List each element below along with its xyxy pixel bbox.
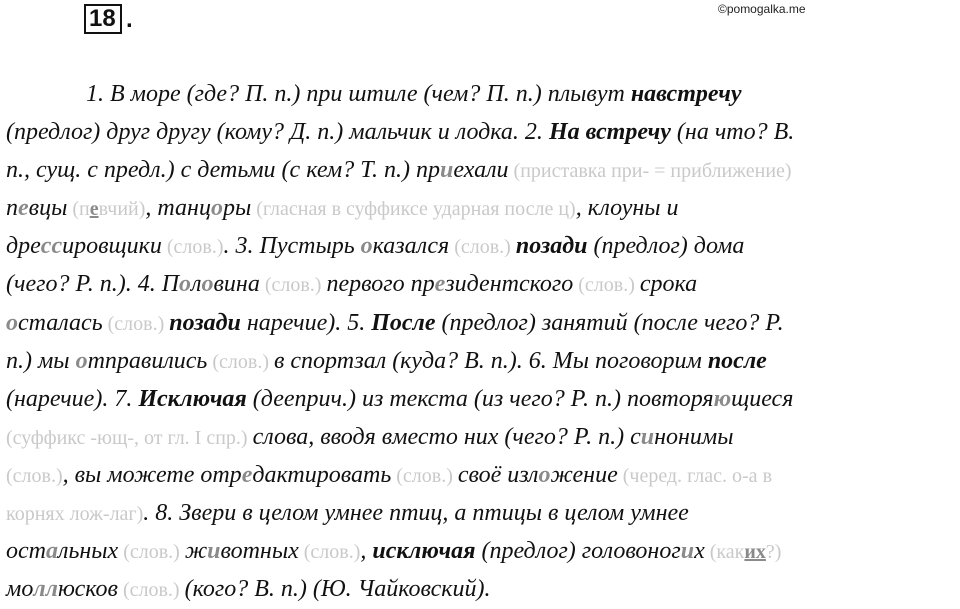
text-line-6: (чего? Р. п.). 4. Половина (слов.) первого президентского (слов.) срока xyxy=(6,271,698,298)
text-line-8: п.) мы отправились (слов.) в спортзал (куда? В. п.). 6. Мы поговорим после xyxy=(6,347,767,374)
exercise-number: 18 xyxy=(89,5,116,32)
watermark: ©pomogalka.me xyxy=(718,2,806,16)
text-line-12: корнях лож-лаг). 8. Звери в целом умнее птиц, а птицы в целом умнее xyxy=(6,500,689,527)
text-line-10: (суффикс -ющ-, от гл. I спр.) слова, вводя вместо них (чего? Р. п.) синонимы xyxy=(6,423,734,450)
text-line-13: остальных (слов.) животных (слов.), исключая (предлог) головоногих (каких?) xyxy=(6,538,782,565)
exercise-number-box xyxy=(84,4,133,34)
text-line-14: моллюсков (слов.) (кого? В. п.) (Ю. Чайковский). xyxy=(6,576,491,603)
word-na-vstrechu: На встречу xyxy=(548,119,671,146)
text-line-7: осталась (слов.) позади наречие). 5. После (предлог) занятий (после чего? Р. xyxy=(6,309,784,336)
note-suffix-c: (гласная в суффиксе ударная после ц) xyxy=(251,198,576,221)
text-line-4: певцы (певчий), танцоры (гласная в суффиксе ударная после ц), клоуны и xyxy=(6,195,679,222)
text-line-1: 1. В море (где? П. п.) при штиле (чем? П. п.) плывут навстречу xyxy=(86,81,742,107)
exercise-number-dot: . xyxy=(126,6,133,33)
text-line-3: п., сущ. с предл.) с детьми (с кем? Т. п.) приехали (приставка при- = приближение) xyxy=(6,157,792,184)
text-line-2: (предлог) друг другу (кому? Д. п.) мальчик и лодка. 2. На встречу (на что? В. xyxy=(6,119,795,146)
text-line-11: (слов.), вы можете отредактировать (слов.) своё изложение (черед. глас. о-а в xyxy=(6,461,773,488)
note-prefix: (приставка при- = приближение) xyxy=(508,160,792,183)
text-line-9: (наречие). 7. Исключая (дееприч.) из текста (из чего? Р. п.) повторяющиеся xyxy=(6,385,794,412)
word-navstrechu: навстречу xyxy=(630,81,742,107)
exercise-text xyxy=(6,75,956,608)
text-line-5: дрессировщики (слов.). 3. Пустырь оказался (слов.) позади (предлог) дома xyxy=(6,233,745,260)
